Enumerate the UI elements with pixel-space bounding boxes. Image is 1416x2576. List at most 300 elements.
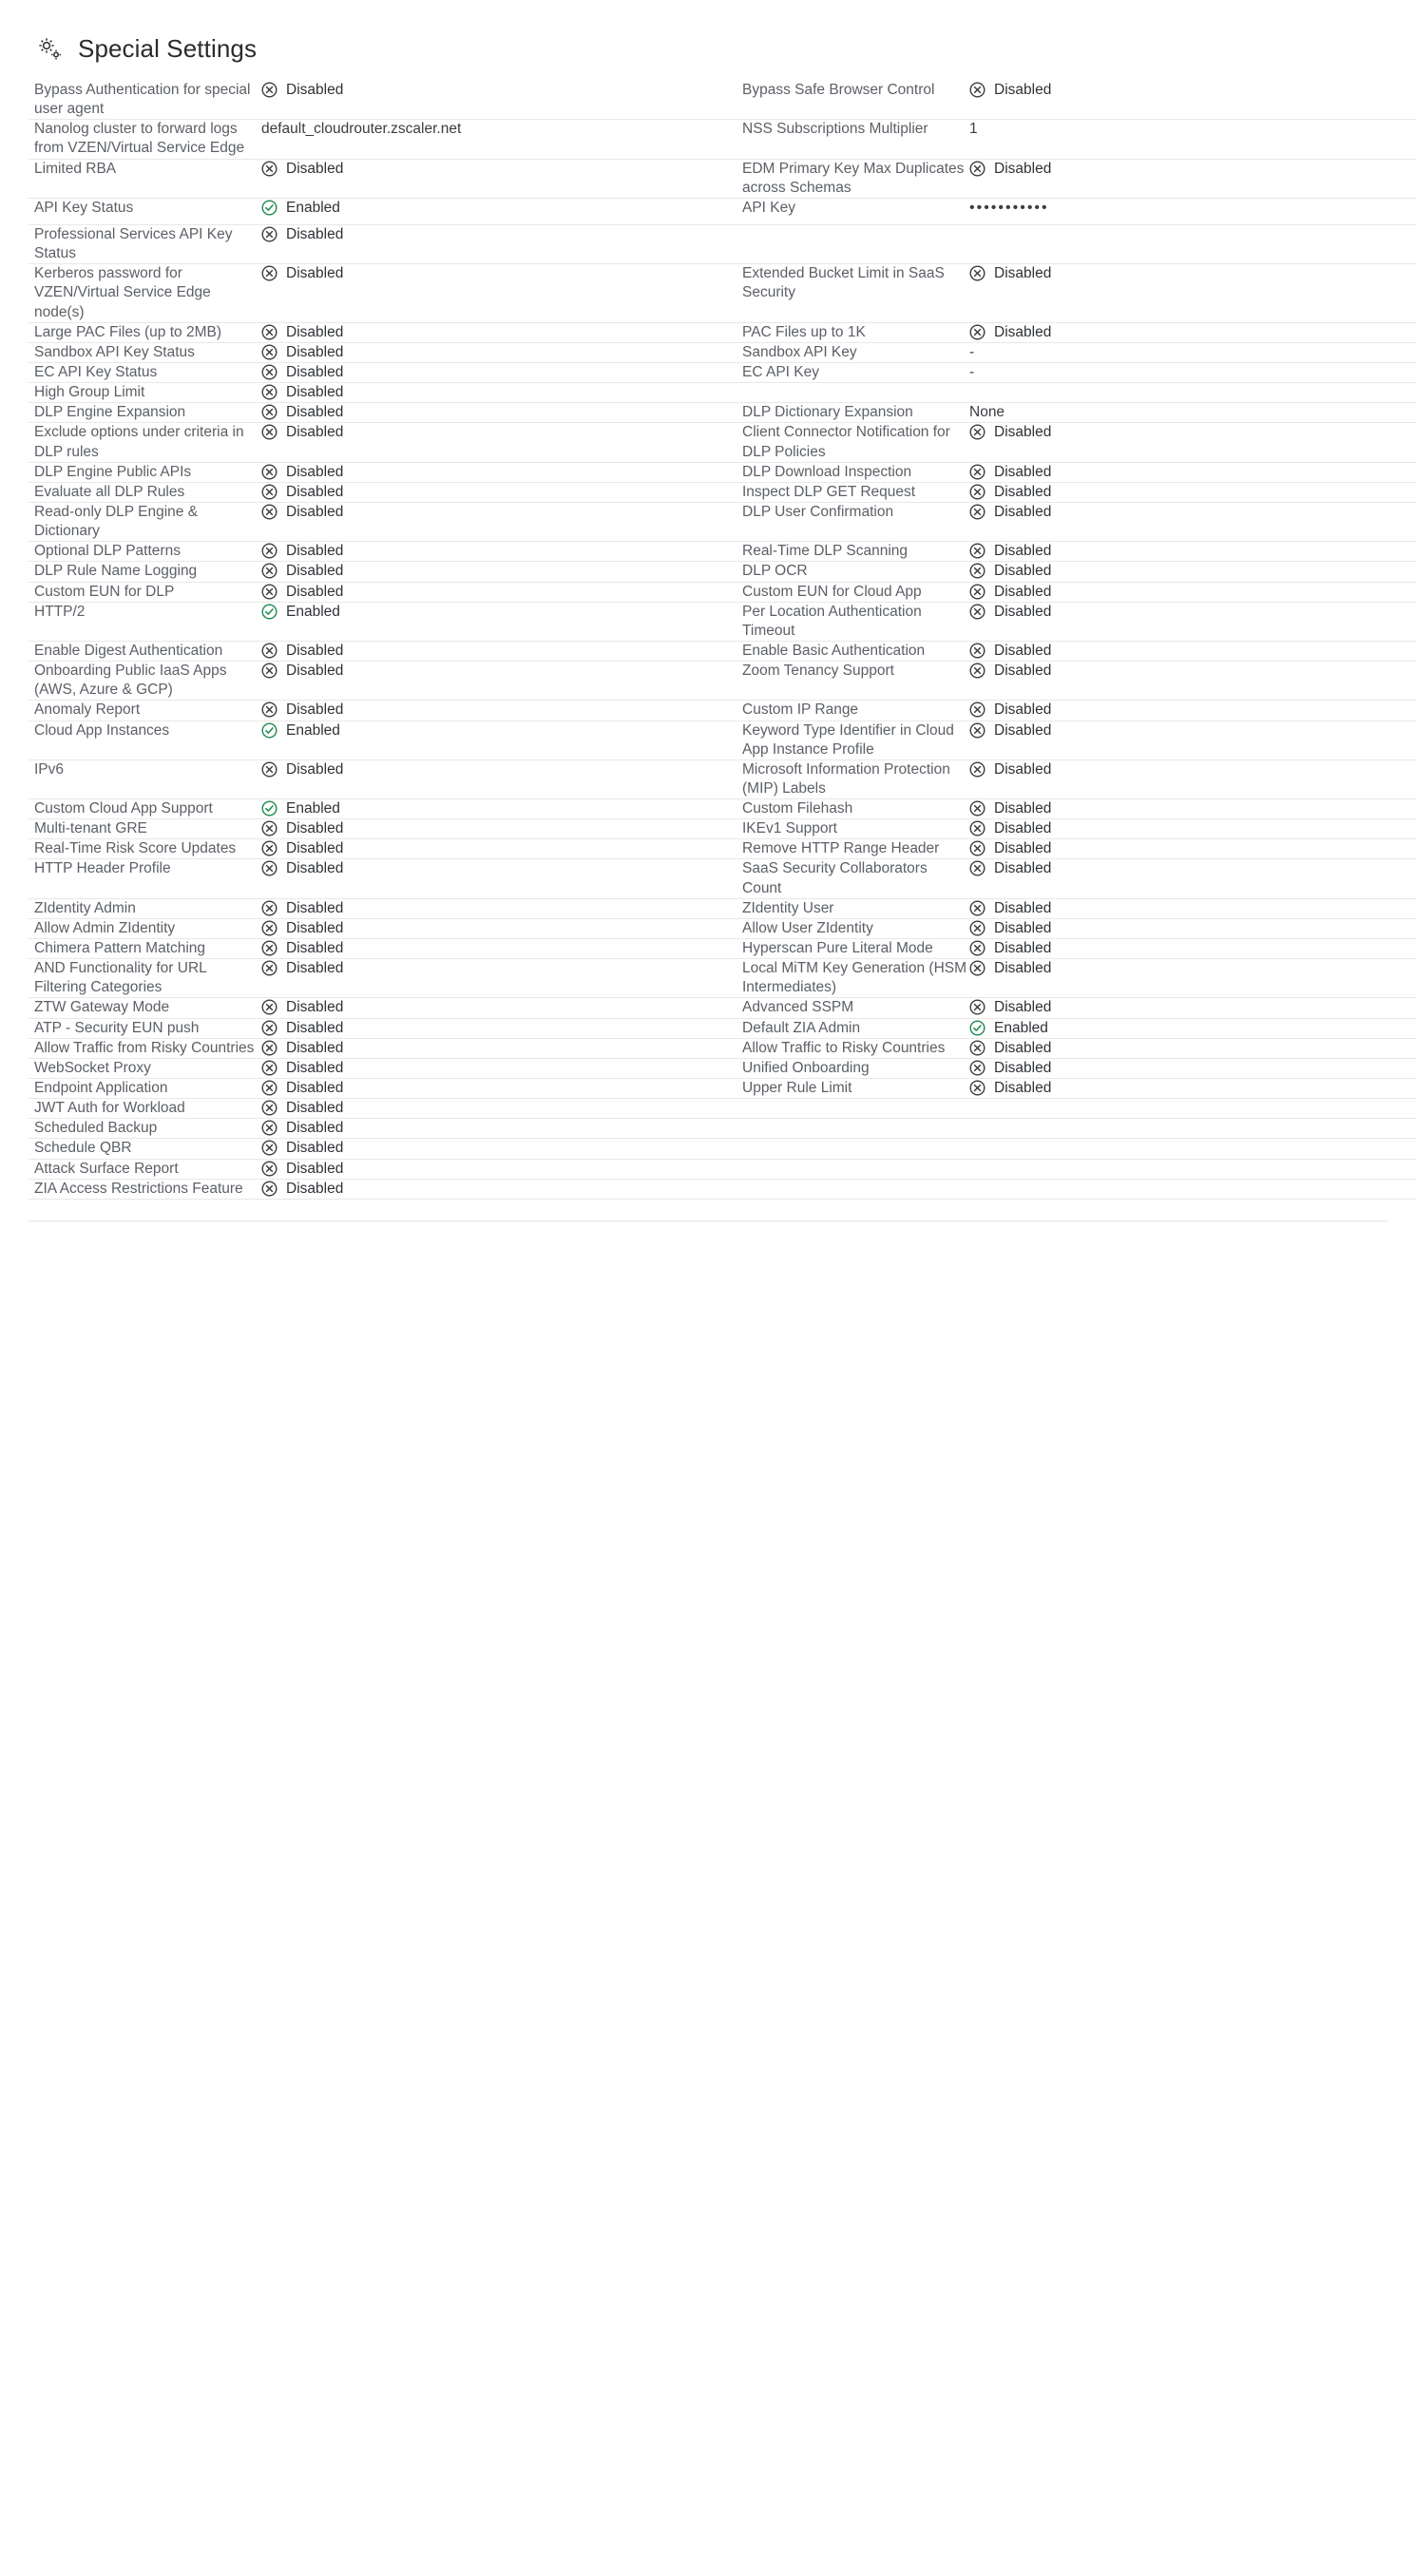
page-title: Special Settings — [78, 34, 258, 63]
disabled-circle-x-icon — [969, 1080, 985, 1096]
status-badge: Enabled — [286, 603, 340, 620]
disabled-circle-x-icon — [261, 265, 277, 281]
disabled-circle-x-icon — [969, 920, 985, 936]
setting-value-cell — [969, 998, 1416, 1018]
setting-value — [261, 1180, 737, 1199]
setting-value-cell — [969, 662, 1416, 701]
setting-value — [261, 1119, 737, 1138]
setting-value — [969, 819, 1416, 838]
setting-label-cell — [737, 918, 969, 938]
setting-label-cell — [29, 120, 261, 159]
disabled-circle-x-icon — [969, 424, 985, 440]
setting-label: Custom EUN for DLP — [34, 583, 175, 600]
setting-value-cell — [969, 120, 1416, 159]
status-badge: Disabled — [286, 424, 344, 441]
setting-label: Client Connector Notification for DLP Policies — [742, 424, 950, 460]
table-row — [29, 641, 1416, 661]
setting-label: Sandbox API Key — [742, 343, 857, 360]
setting-value-cell — [969, 1099, 1416, 1119]
setting-value — [969, 225, 1416, 226]
table-row — [29, 1139, 1416, 1159]
status-badge: Disabled — [286, 840, 344, 857]
setting-value — [261, 899, 737, 918]
status-badge: Disabled — [286, 503, 344, 520]
setting-label: JWT Auth for Workload — [34, 1100, 185, 1117]
disabled-circle-x-icon — [261, 900, 277, 916]
status-badge: Disabled — [286, 820, 344, 837]
disabled-circle-x-icon — [261, 82, 277, 98]
setting-label: Onboarding Public IaaS Apps (AWS, Azure & GCP) — [34, 663, 227, 699]
setting-label: Advanced SSPM — [742, 999, 854, 1016]
setting-label-cell — [737, 1119, 969, 1139]
setting-label-cell — [29, 1099, 261, 1119]
setting-value-cell — [969, 224, 1416, 263]
status-badge: Disabled — [994, 800, 1052, 817]
status-badge: Disabled — [994, 760, 1052, 778]
setting-value-cell — [261, 423, 737, 462]
setting-label-cell — [737, 939, 969, 959]
setting-value-cell — [969, 582, 1416, 602]
setting-label-cell — [29, 423, 261, 462]
setting-value — [261, 760, 737, 779]
status-badge: Disabled — [994, 899, 1052, 916]
status-badge: Disabled — [286, 760, 344, 778]
setting-value — [261, 603, 737, 622]
setting-label-cell — [737, 342, 969, 362]
setting-value-cell — [969, 701, 1416, 721]
disabled-circle-x-icon — [261, 1080, 277, 1096]
setting-label: DLP Engine Public APIs — [34, 463, 192, 480]
setting-value — [969, 1099, 1416, 1100]
status-badge: Disabled — [994, 960, 1052, 977]
setting-value-cell — [261, 1119, 737, 1139]
setting-label-cell — [737, 198, 969, 224]
setting-value — [969, 160, 1416, 179]
setting-label: EDM Primary Key Max Duplicates across Schemas — [742, 160, 965, 196]
setting-label: Large PAC Files (up to 2MB) — [34, 323, 221, 340]
status-badge: Disabled — [994, 1039, 1052, 1056]
setting-label-cell — [737, 81, 969, 120]
setting-label-cell — [29, 1038, 261, 1058]
setting-label-cell — [29, 81, 261, 120]
setting-label: Inspect DLP GET Request — [742, 483, 916, 500]
setting-label: Local MiTM Key Generation (HSM Intermediates) — [742, 960, 967, 996]
setting-label-cell — [737, 1179, 969, 1199]
setting-label-cell — [737, 998, 969, 1018]
status-badge: Disabled — [286, 702, 344, 719]
setting-label: Sandbox API Key Status — [34, 343, 195, 360]
setting-label: DLP Engine Expansion — [34, 404, 186, 421]
setting-label: Bypass Safe Browser Control — [742, 82, 935, 98]
setting-value-cell — [969, 342, 1416, 362]
setting-value-cell — [261, 1139, 737, 1159]
setting-value — [969, 403, 1416, 422]
disabled-circle-x-icon — [261, 1020, 277, 1036]
disabled-circle-x-icon — [969, 604, 985, 620]
setting-label-cell — [29, 918, 261, 938]
disabled-circle-x-icon — [969, 324, 985, 340]
setting-label: ZIdentity Admin — [34, 899, 136, 916]
setting-value — [261, 160, 737, 179]
setting-value — [969, 483, 1416, 502]
setting-value — [969, 1079, 1416, 1098]
setting-label: NSS Subscriptions Multiplier — [742, 121, 928, 138]
setting-value — [969, 343, 1416, 362]
setting-value-cell — [261, 264, 737, 322]
status-badge: Disabled — [286, 1039, 344, 1056]
setting-value-cell — [261, 859, 737, 898]
disabled-circle-x-icon — [261, 1120, 277, 1136]
status-badge: Disabled — [994, 323, 1052, 340]
setting-value-cell — [969, 1179, 1416, 1199]
setting-label-cell — [737, 362, 969, 382]
setting-label: ATP - Security EUN push — [34, 1019, 200, 1036]
status-badge: Disabled — [286, 225, 344, 242]
setting-label: Keyword Type Identifier in Cloud App Instance Profile — [742, 721, 954, 758]
disabled-circle-x-icon — [969, 860, 985, 876]
table-row — [29, 383, 1416, 403]
setting-value-cell — [261, 1058, 737, 1078]
setting-value — [969, 1019, 1416, 1038]
setting-label: Hyperscan Pure Literal Mode — [742, 940, 933, 957]
setting-value-cell — [969, 1038, 1416, 1058]
table-row — [29, 1058, 1416, 1078]
table-row — [29, 799, 1416, 819]
status-badge: Disabled — [286, 960, 344, 977]
setting-label: API Key Status — [34, 199, 134, 216]
setting-label-cell — [29, 602, 261, 641]
disabled-circle-x-icon — [261, 960, 277, 976]
status-badge: Disabled — [286, 1180, 344, 1197]
disabled-circle-x-icon — [261, 464, 277, 480]
setting-value-cell — [969, 859, 1416, 898]
setting-value-text: 1 — [969, 121, 978, 138]
setting-value-cell — [969, 1058, 1416, 1078]
setting-value — [969, 423, 1416, 442]
table-row — [29, 1119, 1416, 1139]
setting-value — [261, 583, 737, 602]
setting-value — [969, 1160, 1416, 1161]
setting-label-cell — [737, 641, 969, 661]
setting-value — [261, 503, 737, 522]
disabled-circle-x-icon — [261, 1181, 277, 1197]
setting-value-cell — [261, 1018, 737, 1038]
setting-label: High Group Limit — [34, 384, 145, 401]
status-badge: Disabled — [286, 463, 344, 480]
setting-label-cell — [29, 1159, 261, 1179]
setting-value — [261, 542, 737, 561]
setting-label: EC API Key Status — [34, 363, 158, 380]
setting-label-cell — [29, 1139, 261, 1159]
status-badge: Disabled — [994, 919, 1052, 936]
setting-value — [261, 423, 737, 442]
setting-value — [261, 939, 737, 958]
status-badge: Disabled — [286, 343, 344, 360]
disabled-circle-x-icon — [261, 344, 277, 360]
disabled-circle-x-icon — [261, 563, 277, 579]
disabled-circle-x-icon — [261, 1060, 277, 1076]
setting-label-cell — [29, 362, 261, 382]
setting-value-cell — [969, 462, 1416, 482]
setting-label: WebSocket Proxy — [34, 1059, 151, 1076]
table-row — [29, 224, 1416, 263]
setting-label: Zoom Tenancy Support — [742, 663, 894, 680]
status-badge: Disabled — [286, 404, 344, 421]
setting-label-cell — [29, 1179, 261, 1199]
setting-label: Enable Basic Authentication — [742, 642, 926, 659]
setting-value — [969, 642, 1416, 661]
setting-value-cell — [261, 81, 737, 120]
setting-label: Allow Admin ZIdentity — [34, 919, 176, 936]
setting-value-cell — [261, 1099, 737, 1119]
setting-value-cell — [261, 224, 737, 263]
disabled-circle-x-icon — [261, 820, 277, 836]
setting-label-cell — [737, 562, 969, 582]
status-badge: Disabled — [994, 82, 1052, 98]
disabled-circle-x-icon — [261, 663, 277, 679]
status-badge: Disabled — [286, 483, 344, 500]
setting-value — [969, 542, 1416, 561]
setting-label: Microsoft Information Protection (MIP) Labels — [742, 760, 950, 797]
table-row — [29, 482, 1416, 502]
setting-value — [261, 383, 737, 402]
setting-value-cell — [969, 502, 1416, 541]
status-badge: Disabled — [286, 1160, 344, 1177]
setting-label-cell — [737, 1038, 969, 1058]
setting-label-cell — [737, 462, 969, 482]
setting-value — [969, 503, 1416, 522]
setting-label: Real-Time DLP Scanning — [742, 543, 909, 560]
table-row — [29, 1159, 1416, 1179]
status-badge: Disabled — [286, 384, 344, 401]
table-row — [29, 120, 1416, 159]
setting-label-cell — [29, 342, 261, 362]
status-badge: Disabled — [994, 583, 1052, 600]
status-badge: Disabled — [286, 82, 344, 98]
setting-value — [261, 1160, 737, 1179]
setting-value-cell — [261, 602, 737, 641]
status-badge: Enabled — [286, 199, 340, 216]
setting-value — [261, 839, 737, 858]
disabled-circle-x-icon — [261, 364, 277, 380]
setting-label: Scheduled Backup — [34, 1120, 158, 1137]
setting-label: Professional Services API Key Status — [34, 225, 233, 262]
status-badge: Disabled — [994, 424, 1052, 441]
setting-value-text: - — [969, 343, 975, 360]
setting-value — [261, 859, 737, 878]
setting-value — [261, 562, 737, 581]
status-badge: Disabled — [286, 160, 344, 177]
disabled-circle-x-icon — [261, 161, 277, 177]
setting-value — [261, 1059, 737, 1078]
setting-value — [969, 120, 1416, 139]
setting-value — [261, 642, 737, 661]
disabled-circle-x-icon — [261, 1140, 277, 1156]
disabled-circle-x-icon — [261, 840, 277, 856]
enabled-circle-check-icon — [261, 800, 277, 817]
setting-label-cell — [29, 482, 261, 502]
setting-label-cell — [29, 1079, 261, 1099]
setting-label-cell — [29, 721, 261, 759]
status-badge: Disabled — [286, 1019, 344, 1036]
status-badge: Disabled — [286, 663, 344, 680]
setting-value — [261, 998, 737, 1017]
setting-label: Upper Rule Limit — [742, 1080, 852, 1097]
table-row — [29, 662, 1416, 701]
status-badge: Disabled — [286, 860, 344, 877]
enabled-circle-check-icon — [261, 604, 277, 620]
setting-value-cell — [261, 542, 737, 562]
setting-value-cell — [261, 198, 737, 224]
setting-value-cell — [969, 383, 1416, 403]
setting-value-cell — [969, 1119, 1416, 1139]
setting-label-cell — [29, 859, 261, 898]
setting-value — [261, 1079, 737, 1098]
setting-label: AND Functionality for URL Filtering Categories — [34, 960, 207, 996]
table-row — [29, 362, 1416, 382]
status-badge: Disabled — [286, 363, 344, 380]
table-row — [29, 1099, 1416, 1119]
status-badge: Disabled — [994, 663, 1052, 680]
setting-value-cell — [261, 1079, 737, 1099]
panel-header — [29, 29, 1387, 81]
setting-value-cell — [969, 721, 1416, 759]
setting-label-cell — [737, 582, 969, 602]
setting-value-cell — [261, 998, 737, 1018]
setting-value-cell — [969, 799, 1416, 819]
setting-label-cell — [29, 582, 261, 602]
setting-value-cell — [969, 198, 1416, 224]
disabled-circle-x-icon — [969, 999, 985, 1015]
setting-label-cell — [29, 898, 261, 918]
disabled-circle-x-icon — [261, 1100, 277, 1116]
setting-value — [969, 81, 1416, 100]
setting-label: IPv6 — [34, 760, 65, 778]
setting-label-cell — [737, 799, 969, 819]
table-row — [29, 342, 1416, 362]
setting-label-cell — [29, 264, 261, 322]
status-badge: Disabled — [994, 1080, 1052, 1097]
setting-label: Cloud App Instances — [34, 721, 170, 739]
setting-label-cell — [737, 423, 969, 462]
setting-label: Nanolog cluster to forward logs from VZEN/Virtual Service Edge — [34, 121, 245, 157]
setting-value — [261, 919, 737, 938]
setting-value-text: - — [969, 363, 975, 380]
setting-value-cell — [261, 799, 737, 819]
setting-value — [969, 899, 1416, 918]
table-row — [29, 959, 1416, 998]
setting-label-cell — [29, 939, 261, 959]
setting-value-cell — [261, 939, 737, 959]
setting-value — [969, 383, 1416, 384]
disabled-circle-x-icon — [969, 722, 985, 739]
setting-label-cell — [29, 383, 261, 403]
setting-label-cell — [29, 322, 261, 342]
table-row — [29, 819, 1416, 839]
table-row — [29, 562, 1416, 582]
status-badge: Disabled — [286, 1059, 344, 1076]
setting-label-cell — [737, 542, 969, 562]
table-row — [29, 502, 1416, 541]
setting-label: Custom Filehash — [742, 800, 853, 817]
status-badge: Disabled — [994, 721, 1052, 739]
disabled-circle-x-icon — [969, 840, 985, 856]
status-badge: Disabled — [286, 1100, 344, 1117]
setting-label-cell — [737, 1099, 969, 1119]
setting-value — [969, 721, 1416, 740]
setting-label-cell — [29, 998, 261, 1018]
setting-value — [261, 1039, 737, 1058]
setting-label: DLP Dictionary Expansion — [742, 404, 913, 421]
setting-value — [261, 264, 737, 283]
disabled-circle-x-icon — [969, 643, 985, 659]
status-badge: Disabled — [286, 999, 344, 1016]
setting-label: Allow User ZIdentity — [742, 919, 873, 936]
setting-label: HTTP Header Profile — [34, 860, 171, 877]
disabled-circle-x-icon — [261, 226, 277, 242]
setting-value — [261, 343, 737, 362]
setting-value — [261, 721, 737, 740]
table-row — [29, 759, 1416, 798]
setting-value — [969, 939, 1416, 958]
setting-label: ZTW Gateway Mode — [34, 999, 170, 1016]
setting-label: Extended Bucket Limit in SaaS Security — [742, 265, 945, 301]
setting-label: Multi-tenant GRE — [34, 820, 147, 837]
setting-label-cell — [737, 839, 969, 859]
table-row — [29, 918, 1416, 938]
setting-value — [969, 603, 1416, 622]
status-badge: Disabled — [286, 543, 344, 560]
setting-value-cell — [969, 918, 1416, 938]
setting-value-cell — [969, 1159, 1416, 1179]
setting-value — [969, 1119, 1416, 1120]
status-badge: Disabled — [994, 563, 1052, 580]
setting-label-cell — [737, 859, 969, 898]
setting-value-cell — [969, 423, 1416, 462]
disabled-circle-x-icon — [969, 761, 985, 778]
status-badge: Disabled — [286, 919, 344, 936]
setting-label: DLP Rule Name Logging — [34, 563, 198, 580]
setting-value — [969, 839, 1416, 858]
table-row — [29, 403, 1416, 423]
setting-label-cell — [737, 383, 969, 403]
status-badge: Disabled — [286, 563, 344, 580]
table-row — [29, 602, 1416, 641]
table-row — [29, 322, 1416, 342]
status-badge: Disabled — [994, 543, 1052, 560]
setting-label: Anomaly Report — [34, 702, 141, 719]
disabled-circle-x-icon — [969, 584, 985, 600]
special-settings-table — [29, 81, 1416, 1200]
status-badge: Disabled — [994, 160, 1052, 177]
table-row — [29, 839, 1416, 859]
setting-label-cell — [737, 1018, 969, 1038]
disabled-circle-x-icon — [261, 761, 277, 778]
status-badge: Disabled — [286, 323, 344, 340]
setting-value — [969, 583, 1416, 602]
setting-label-cell — [737, 721, 969, 759]
disabled-circle-x-icon — [261, 484, 277, 500]
setting-value-cell — [261, 582, 737, 602]
setting-value-cell — [969, 939, 1416, 959]
status-badge: Enabled — [286, 800, 340, 817]
setting-label: IKEv1 Support — [742, 820, 837, 837]
setting-value-cell — [969, 403, 1416, 423]
gear-settings-icon — [36, 35, 65, 64]
status-badge: Disabled — [286, 1140, 344, 1157]
setting-label-cell — [737, 224, 969, 263]
disabled-circle-x-icon — [969, 265, 985, 281]
